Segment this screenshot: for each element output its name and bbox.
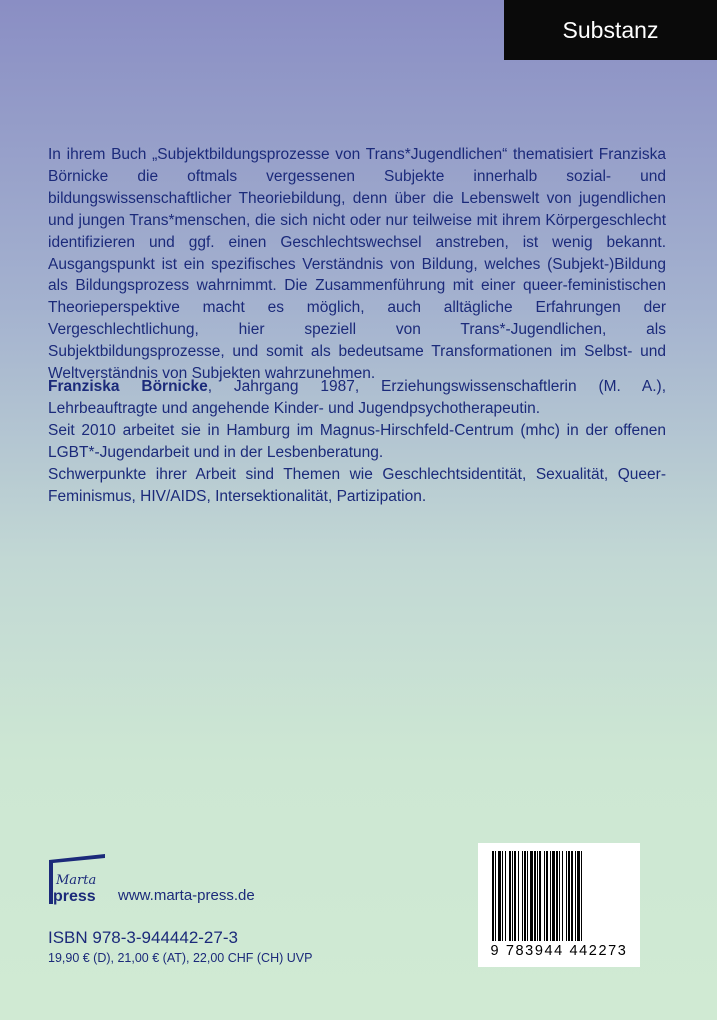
barcode-bar [537, 851, 538, 941]
barcode-bar [514, 851, 516, 941]
barcode-bar [566, 851, 567, 941]
series-label: Substanz [504, 0, 717, 60]
isbn: ISBN 978-3-944442-27-3 [48, 928, 238, 947]
barcode-bar [575, 851, 576, 941]
bio-work: Seit 2010 arbeitet sie in Hamburg im Magnus-Hirschfeld-Centrum (mhc) in der offenen LGBT*-Jugendarbeit und in der Lesbenberatung. [48, 421, 666, 461]
bio-focus: Schwerpunkte ihrer Arbeit sind Themen wie Geschlechtsidentität, Sexualität, Queer-Feminismus, HIV/AIDS, Intersektionalität, Partizipation. [48, 465, 666, 505]
barcode-bar [581, 851, 582, 941]
barcode-bar [559, 851, 560, 941]
bio-intro [48, 376, 666, 420]
publisher-url[interactable]: www.marta-press.de [118, 887, 255, 904]
barcode-bar [509, 851, 511, 941]
description-paragraph: In ihrem Buch „Subjektbildungsprozesse von Trans*Jugendlichen“ thematisiert Franziska Börnicke die oftmals vergessenen Subjekte innerhalb sozial- und bildungswissenschaftlicher Theoriebildung, denn über die Lebenswelt von jugendlichen und jungen Trans*menschen, die sich nicht oder nur teilweise mit ihrem Körpergeschlecht identifizieren und ggf. einen Geschlechtswechsel anstreben, ist wenig bekannt. Ausgangspunkt ist ein spezifisches Verständnis von Bildung, welches (Subjekt-)Bildung als Bildungsprozess wahrnimmt. Die Zusammenführung mit einer queer-feministischen Theorieperspektive macht es möglich, auch alltägliche Erfahrungen der Vergeschlechtlichung, hier speziell von Trans*-Jugendlichen, als Subjektbildungsprozesse, und somit als bedeutsame Transformationen im Selbst- und Weltverständnis von Subjekten wahrzunehmen. [48, 146, 666, 383]
barcode-bar [524, 851, 526, 941]
barcode-bar [552, 851, 555, 941]
barcode-bars [478, 843, 640, 947]
barcode-bar [498, 851, 501, 941]
barcode-bar [512, 851, 513, 941]
barcode-bar [492, 851, 494, 941]
barcode-bar [568, 851, 570, 941]
barcode-bar [562, 851, 563, 941]
barcode-bar [530, 851, 533, 941]
barcode-bar [527, 851, 528, 941]
barcode-bar [546, 851, 548, 941]
bio-intro-text: , Jahrgang 1987, Erziehungswissenschaftlerin (M. A.), Lehrbeauftragte und angehende Kinder- und Jugendpsychotherapeutin. [48, 378, 666, 417]
barcode-bar [495, 851, 496, 941]
barcode-bar [505, 851, 506, 941]
author-name: Franziska Börnicke [48, 378, 208, 395]
author-bio [48, 376, 666, 507]
barcode-bar [556, 851, 558, 941]
barcode [478, 843, 640, 967]
logo-word-marta: Marta [56, 873, 97, 888]
barcode-bar [571, 851, 573, 941]
barcode-bar [534, 851, 536, 941]
publisher-logo [45, 852, 109, 908]
barcode-digits: 9 783944 442273 [490, 943, 628, 959]
price: 19,90 € (D), 21,00 € (AT), 22,00 CHF (CH) UVP [48, 951, 313, 965]
book-description [48, 144, 666, 385]
barcode-bar [539, 851, 541, 941]
barcode-bar [518, 851, 519, 941]
barcode-bar [522, 851, 523, 941]
barcode-bar [544, 851, 545, 941]
logo-word-press: press [53, 888, 96, 905]
barcode-bar [550, 851, 551, 941]
barcode-bar [502, 851, 503, 941]
barcode-bar [577, 851, 580, 941]
